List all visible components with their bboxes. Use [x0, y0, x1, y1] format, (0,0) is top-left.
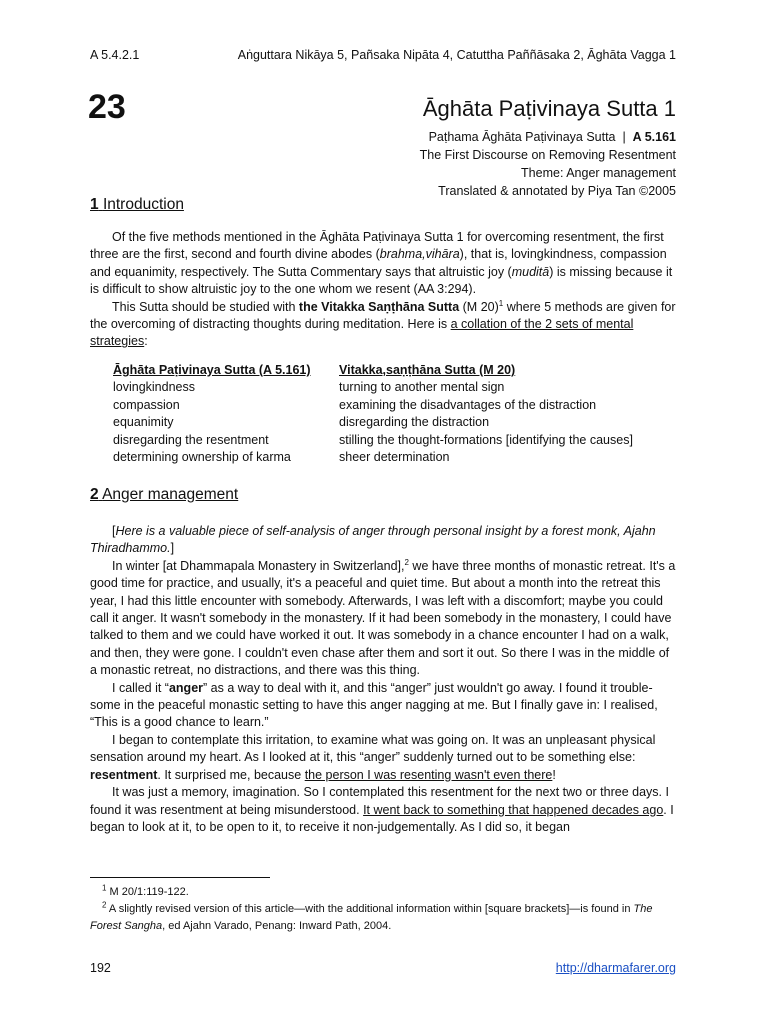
running-head	[90, 48, 676, 62]
anger-paragraph-4: I began to contemplate this irritation, to examine what was going on. It was an unpleasant physical sensation around my heart. As I looked at it, this “anger” suddenly turned out to be something else: resentment. It surprised me, because the person I was resenting wasn't even there!	[90, 732, 656, 782]
comparison-table	[113, 362, 673, 466]
footnote-ref-2: 2	[404, 557, 409, 567]
table-row: disregarding the resentment stilling the thought-formations [identifying the causes]	[113, 432, 633, 447]
footnote-1: $^1$ M 20/1:119-122.	[102, 883, 189, 898]
anger-paragraph-3: I called it “anger” as a way to deal with it, and this “anger” just wouldn't go away. I found it trouble-some in the peaceful monastic setting to have this anger nagging at me. But I finally gave in: I realised, “This is a good chance to learn.”	[90, 680, 658, 730]
title-subtitle: The First Discourse on Removing Resentment	[419, 148, 676, 162]
title-theme: Theme: Anger management	[521, 166, 676, 180]
title-alt-name: Paṭhama Āghāta Paṭivinaya Sutta	[428, 130, 616, 144]
page-footer	[90, 961, 676, 975]
footnotes	[90, 884, 680, 935]
title-alt-line	[420, 128, 676, 146]
anger-paragraph-2: In winter [at Dhammapala Monastery in Switzerland],$^2$ we have three months of monastic retreat. It's a good time for practice, and usually, it's a peaceful and quiet time. But about a month into the retreat this year, I had this little encounter with somebody. Afterwards, I was left with a discomfort; maybe you could call it anger. It wasn't somebody in the monastery. If it had been somebody in the monastery, I could have talked to them and we could have worked it out. It was somebody in a chance encounter I had on a walk, and then, they were gone. I couldn't even chase after them and sort it out. So there I was in the middle of a monastic retreat, no distractions, and there was this thing.	[90, 557, 676, 678]
comparison-header-row	[113, 362, 673, 379]
running-head-ref: A 5.4.2.1	[90, 48, 140, 62]
title-ref: A 5.161	[632, 130, 676, 144]
intro-paragraph-2: This Sutta should be studied with the Vitakka Saṇṭhāna Sutta (M 20)$^1$ where 5 methods are given for the overcoming of distracting thoughts during meditation. Here is a collation of the 2 sets of mental strategies:	[90, 298, 676, 349]
anger-paragraph-1: [Here is a valuable piece of self-analysis of anger through personal insight by a forest monk, Ajahn Thiradhammo.]	[90, 524, 656, 556]
footnote-2: $^2$ A slightly revised version of this article—with the additional information within [square brackets]—is found in The Forest Sangha, ed Ajahn Varado, Penang: Inward Path, 2004.	[90, 900, 653, 932]
running-head-collection: Aṅguttara Nikāya 5, Pañsaka Nipāta 4, Catuttha Paññāsaka 2, Āghāta Vagga 1	[237, 48, 676, 62]
comparison-header-1: Āghāta Paṭivinaya Sutta (A 5.161)	[113, 363, 311, 377]
title-translator: Translated & annotated by Piya Tan ©2005	[438, 184, 676, 198]
table-row: compassion examining the disadvantages of the distraction	[113, 397, 597, 412]
table-row: determining ownership of karma sheer determination	[113, 450, 450, 465]
section-2-number: 2	[90, 486, 99, 503]
section-1-title: Introduction	[102, 196, 184, 213]
title-block	[420, 96, 676, 200]
footnote-divider	[90, 877, 270, 878]
intro-paragraph-1: Of the five methods mentioned in the Āghāta Paṭivinaya Sutta 1 for overcoming resentment, the first three are the first, second and fourth divine abodes (brahma,vihāra), that is, lovingkindness, compassion and equanimity, respectively. The Sutta Commentary says that altruistic joy (muditā) is missing because it is difficult to show altruistic joy to the one whom we resent (AA 3:294).	[90, 230, 673, 297]
section-1-heading	[90, 196, 184, 214]
section-2-heading	[90, 486, 238, 504]
table-row: equanimity disregarding the distraction	[113, 415, 490, 430]
title-separator: |	[622, 130, 626, 144]
sutta-number: 23	[88, 88, 126, 126]
anger-paragraph-5: It was just a memory, imagination. So I contemplated this resentment for the next two or three days. I found it was resentment at being misunderstood. It went back to something that happened decades ago. I began to look at it, to be open to it, to receive it non-judgementally. As I did so, it began	[90, 785, 674, 834]
section-2-body	[90, 523, 676, 836]
section-1-body	[90, 229, 676, 351]
page-title: Āghāta Paṭivinaya Sutta 1	[422, 96, 676, 121]
page-number: 192	[90, 961, 111, 975]
website-link[interactable]: http://dharmafarer.org	[555, 961, 676, 975]
footnote-ref-1: 1	[498, 298, 504, 308]
table-row: lovingkindness turning to another mental sign	[113, 380, 505, 395]
section-2-title: Anger management	[102, 486, 239, 503]
section-1-number: 1	[90, 196, 99, 213]
comparison-header-2: Vitakka,saṇṭhāna Sutta (M 20)	[339, 363, 516, 377]
